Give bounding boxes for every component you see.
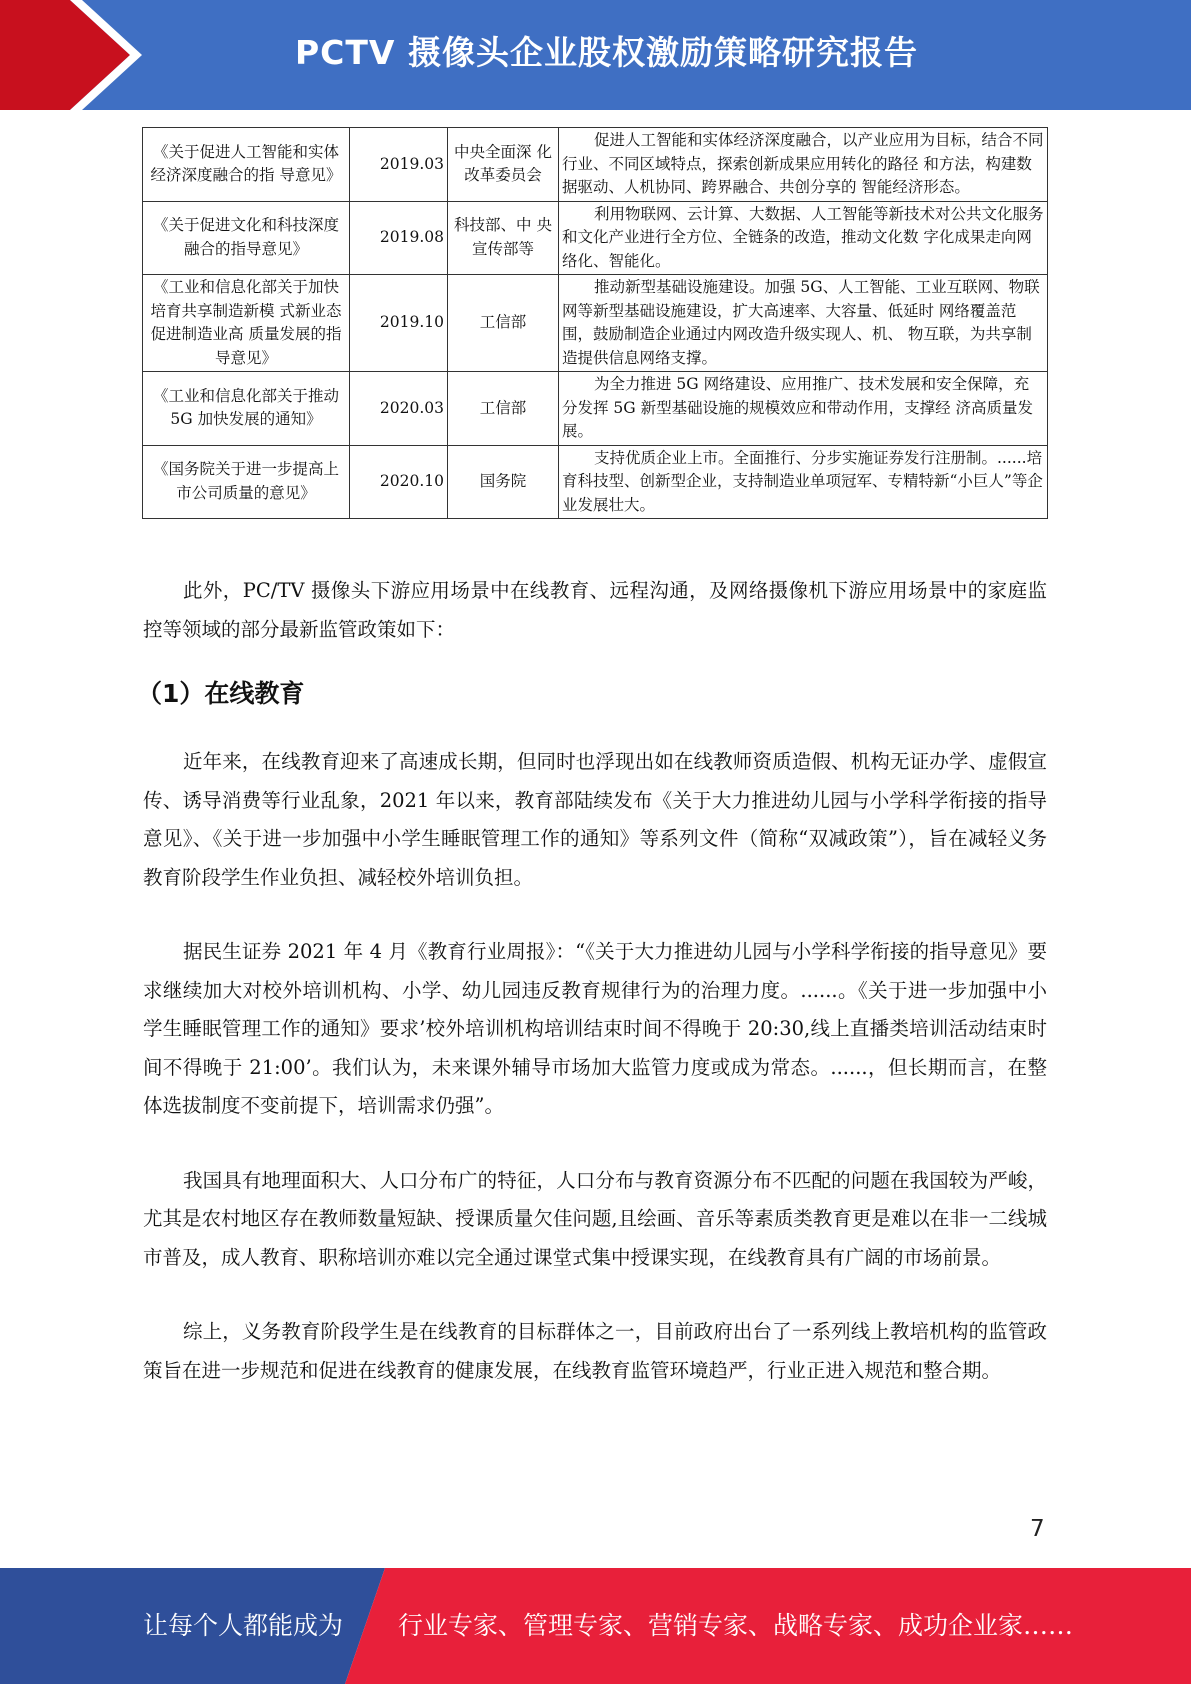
policy-date: 2019.10 [350, 275, 448, 372]
body-paragraph: 据民生证券 2021 年 4 月《教育行业周报》：“《关于大力推进幼儿园与小学科学衔接的指导意见》要求继续加大对校外培训机构、小学、幼儿园违反教育规律行为的治理力度。......。《关于进一步加强中小学生睡眠管理工作的通知》要求’校外培训机构培训结束时间不得晚于 20:30,线上直播类培训活动结束时间不得晚于 21:00’。我们认为，未来课外辅导市场加大监管力度或成为常态。......，但长期而言，在整体选拔制度不变前提下，培训需求仍强”。 [143, 940, 1047, 1117]
body-paragraph: 我国具有地理面积大、人口分布广的特征，人口分布与教育资源分布不匹配的问题在我国较为严峻，尤其是农村地区存在教师数量短缺、授课质量欠佳问题,且绘画、音乐等素质类教育更是难以在非一二线城市普及，成人教育、职称培训亦难以完全通过课堂式集中授课实现，在线教育具有广阔的市场前景。 [143, 1168, 1047, 1269]
policy-date: 2019.03 [350, 128, 448, 202]
page-footer [0, 1568, 1191, 1684]
policy-description: 推动新型基础设施建设。加强 5G、人工智能、工业互联网、物联网等新型基础设施建设，扩大高速率、大容量、低延时 网络覆盖范围，鼓励制造企业通过内网改造升级实现人、机、 物互联，为共享制造提供信息网络支撑。 [559, 275, 1048, 372]
policy-date: 2020.03 [350, 372, 448, 446]
policy-department: 工信部 [448, 372, 559, 446]
policy-name: 《关于促进文化和科技深度融合的指导意见》 [143, 201, 350, 275]
report-title: PCTV 摄像头企业股权激励策略研究报告 [295, 33, 918, 72]
intro-paragraph: 此外，PC/TV 摄像头下游应用场景中在线教育、远程沟通，及网络摄像机下游应用场景中的家庭监控等领域的部分最新监管政策如下： [143, 579, 1047, 641]
footer-slogan-left: 让每个人都能成为 [143, 1611, 344, 1640]
policy-description: 支持优质企业上市。全面推行、分步实施证券发行注册制。......培育科技型、创新型企业，支持制造业单项冠军、专精特新“小巨人”等企业发展壮大。 [559, 445, 1048, 519]
main-content [137, 572, 1047, 1426]
policy-name: 《工业和信息化部关于加快培育共享制造新模 式新业态促进制造业高 质量发展的指导意见》 [143, 275, 350, 372]
page-header [0, 0, 1191, 110]
policy-name: 《国务院关于进一步提高上市公司质量的意见》 [143, 445, 350, 519]
section-heading: （1）在线教育 [137, 679, 305, 708]
policy-name: 《工业和信息化部关于推动 5G 加快发展的通知》 [143, 372, 350, 446]
policy-name: 《关于促进人工智能和实体经济深度融合的指 导意见》 [143, 128, 350, 202]
table-row [143, 128, 1048, 202]
table-row [143, 201, 1048, 275]
page-number: 7 [1030, 1516, 1045, 1542]
policy-date: 2019.08 [350, 201, 448, 275]
policy-department: 中央全面深 化改革委员会 [448, 128, 559, 202]
table-row [143, 372, 1048, 446]
header-arrow-red [0, 0, 130, 110]
header-arrow-decoration [0, 0, 160, 110]
policy-department: 国务院 [448, 445, 559, 519]
body-paragraph: 综上，义务教育阶段学生是在线教育的目标群体之一，目前政府出台了一系列线上教培机构的监管政策旨在进一步规范和促进在线教育的健康发展，在线教育监管环境趋严，行业正进入规范和整合期。 [143, 1320, 1047, 1382]
policy-description: 为全力推进 5G 网络建设、应用推广、技术发展和安全保障，充分发挥 5G 新型基础设施的规模效应和带动作用，支撑经 济高质量发展。 [559, 372, 1048, 446]
table-row [143, 445, 1048, 519]
policy-date: 2020.10 [350, 445, 448, 519]
policy-department: 科技部、中 央宣传部等 [448, 201, 559, 275]
policy-description: 利用物联网、云计算、大数据、人工智能等新技术对公共文化服务和文化产业进行全方位、全链条的改造，推动文化数 字化成果走向网络化、智能化。 [559, 201, 1048, 275]
policy-description: 促进人工智能和实体经济深度融合，以产业应用为目标，结合不同行业、不同区域特点，探索创新成果应用转化的路径 和方法，构建数据驱动、人机协同、跨界融合、共创分享的 智能经济形态。 [559, 128, 1048, 202]
policy-department: 工信部 [448, 275, 559, 372]
footer-slogan-right: 行业专家、管理专家、营销专家、战略专家、成功企业家…… [398, 1611, 1074, 1640]
body-paragraph: 近年来，在线教育迎来了高速成长期，但同时也浮现出如在线教师资质造假、机构无证办学、虚假宣传、诱导消费等行业乱象，2021 年以来，教育部陆续发布《关于大力推进幼儿园与小学科学衔接的指导意见》、《关于进一步加强中小学生睡眠管理工作的通知》等系列文件（简称“双减政策”），旨在减轻义务教育阶段学生作业负担、减轻校外培训负担。 [143, 750, 1047, 889]
policy-table [142, 127, 1048, 519]
table-row [143, 275, 1048, 372]
